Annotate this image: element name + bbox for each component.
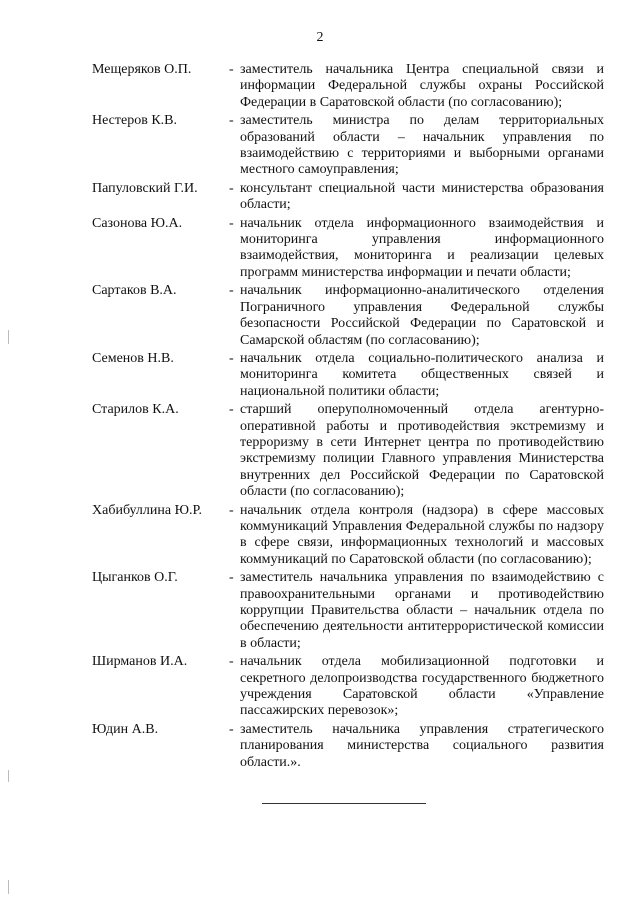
list-item bbox=[92, 654, 604, 720]
list-item bbox=[92, 402, 604, 500]
scan-margin-mark bbox=[8, 770, 9, 782]
member-position-text: заместитель начальника управления стратегического планирования министерства социального развития области.». bbox=[240, 721, 604, 770]
member-position bbox=[229, 181, 604, 214]
closing-separator-line bbox=[262, 803, 426, 804]
dash: - bbox=[229, 180, 234, 196]
member-name: Старилов К.А. bbox=[92, 402, 179, 418]
member-position bbox=[229, 216, 604, 282]
dash: - bbox=[229, 570, 234, 586]
member-name: Сазонова Ю.А. bbox=[92, 215, 183, 231]
list-item bbox=[92, 351, 604, 400]
dash: - bbox=[229, 502, 234, 518]
member-position-text: начальник отдела информационного взаимодействия и мониторинга управления информационного взаимодействия, мониторинга и реализации целевых программ министерства информации и печати области; bbox=[240, 215, 604, 280]
list-item bbox=[92, 62, 604, 111]
member-name: Юдин А.В. bbox=[92, 721, 159, 737]
member-position-text: старший оперуполномоченный отдела агентурно-оперативной работы и противодействия экстремизму и терроризму в сети Интернет центра по противодействию экстремизму полиции Главного управления Министерства внутренних дел Российской Федерации по Саратовской области (по согласованию); bbox=[240, 402, 604, 500]
dash: - bbox=[229, 350, 234, 366]
member-position bbox=[229, 113, 604, 179]
member-position-text: начальник отдела мобилизационной подготовки и секретного делопроизводства государственного бюджетного учреждения Саратовской области «Управление пассажирских перевозок»; bbox=[240, 654, 604, 719]
member-position bbox=[229, 570, 604, 652]
member-name: Сартаков В.А. bbox=[92, 283, 177, 299]
dash: - bbox=[229, 402, 234, 418]
member-list bbox=[92, 62, 604, 773]
member-position-text: консультант специальной части министерства образования области; bbox=[240, 180, 604, 213]
list-item bbox=[92, 181, 604, 214]
member-position-text: заместитель начальника управления по взаимодействию с правоохранительными органами и противодействию коррупции Правительства области – начальник отдела по обеспечению деятельности антитеррористической комиссии в области; bbox=[240, 570, 604, 651]
member-name: Ширманов И.А. bbox=[92, 654, 188, 670]
list-item bbox=[92, 283, 604, 349]
list-item bbox=[92, 113, 604, 179]
dash: - bbox=[229, 62, 234, 77]
dash: - bbox=[229, 113, 234, 129]
member-name: Цыганков О.Г. bbox=[92, 570, 178, 586]
list-item bbox=[92, 503, 604, 569]
dash: - bbox=[229, 215, 234, 231]
dash: - bbox=[229, 721, 234, 737]
member-position-text: заместитель министра по делам территориальных образований области – начальник управления по взаимодействию с территориями и выборными органами местного самоуправления; bbox=[240, 113, 604, 178]
page-number: 2 bbox=[316, 30, 324, 45]
member-name: Хабибуллина Ю.Р. bbox=[92, 502, 203, 518]
member-name: Мещеряков О.П. bbox=[92, 62, 192, 77]
dash: - bbox=[229, 654, 234, 670]
member-position-text: заместитель начальника Центра специальной связи и информации Федеральной службы охраны Российской Федерации в Саратовской области (по согласованию); bbox=[240, 62, 604, 110]
scan-margin-mark bbox=[8, 880, 9, 894]
list-item bbox=[92, 722, 604, 771]
member-position-text: начальник информационно-аналитического отделения Пограничного управления Федеральной службы безопасности Российской Федерации по Саратовской и Самарской областям (по согласованию); bbox=[240, 283, 604, 348]
member-name: Семенов Н.В. bbox=[92, 350, 174, 366]
member-position bbox=[229, 402, 604, 500]
member-position bbox=[229, 503, 604, 569]
member-position bbox=[229, 62, 604, 111]
dash: - bbox=[229, 283, 234, 299]
member-name: Нестеров К.В. bbox=[92, 113, 178, 129]
member-position bbox=[229, 654, 604, 720]
member-position bbox=[229, 722, 604, 771]
list-item bbox=[92, 570, 604, 652]
member-position-text: начальник отдела контроля (надзора) в сфере массовых коммуникаций Управления Федеральной службы по надзору в сфере связи, информационных технологий и массовых коммуникаций по Саратовской области (по согласованию); bbox=[240, 502, 604, 567]
member-position bbox=[229, 351, 604, 400]
scan-margin-mark bbox=[8, 330, 9, 344]
member-position bbox=[229, 283, 604, 349]
member-position-text: начальник отдела социально-политического анализа и мониторинга комитета общественных связей и национальной политики области; bbox=[240, 350, 604, 399]
list-item bbox=[92, 216, 604, 282]
member-name: Папуловский Г.И. bbox=[92, 180, 198, 196]
